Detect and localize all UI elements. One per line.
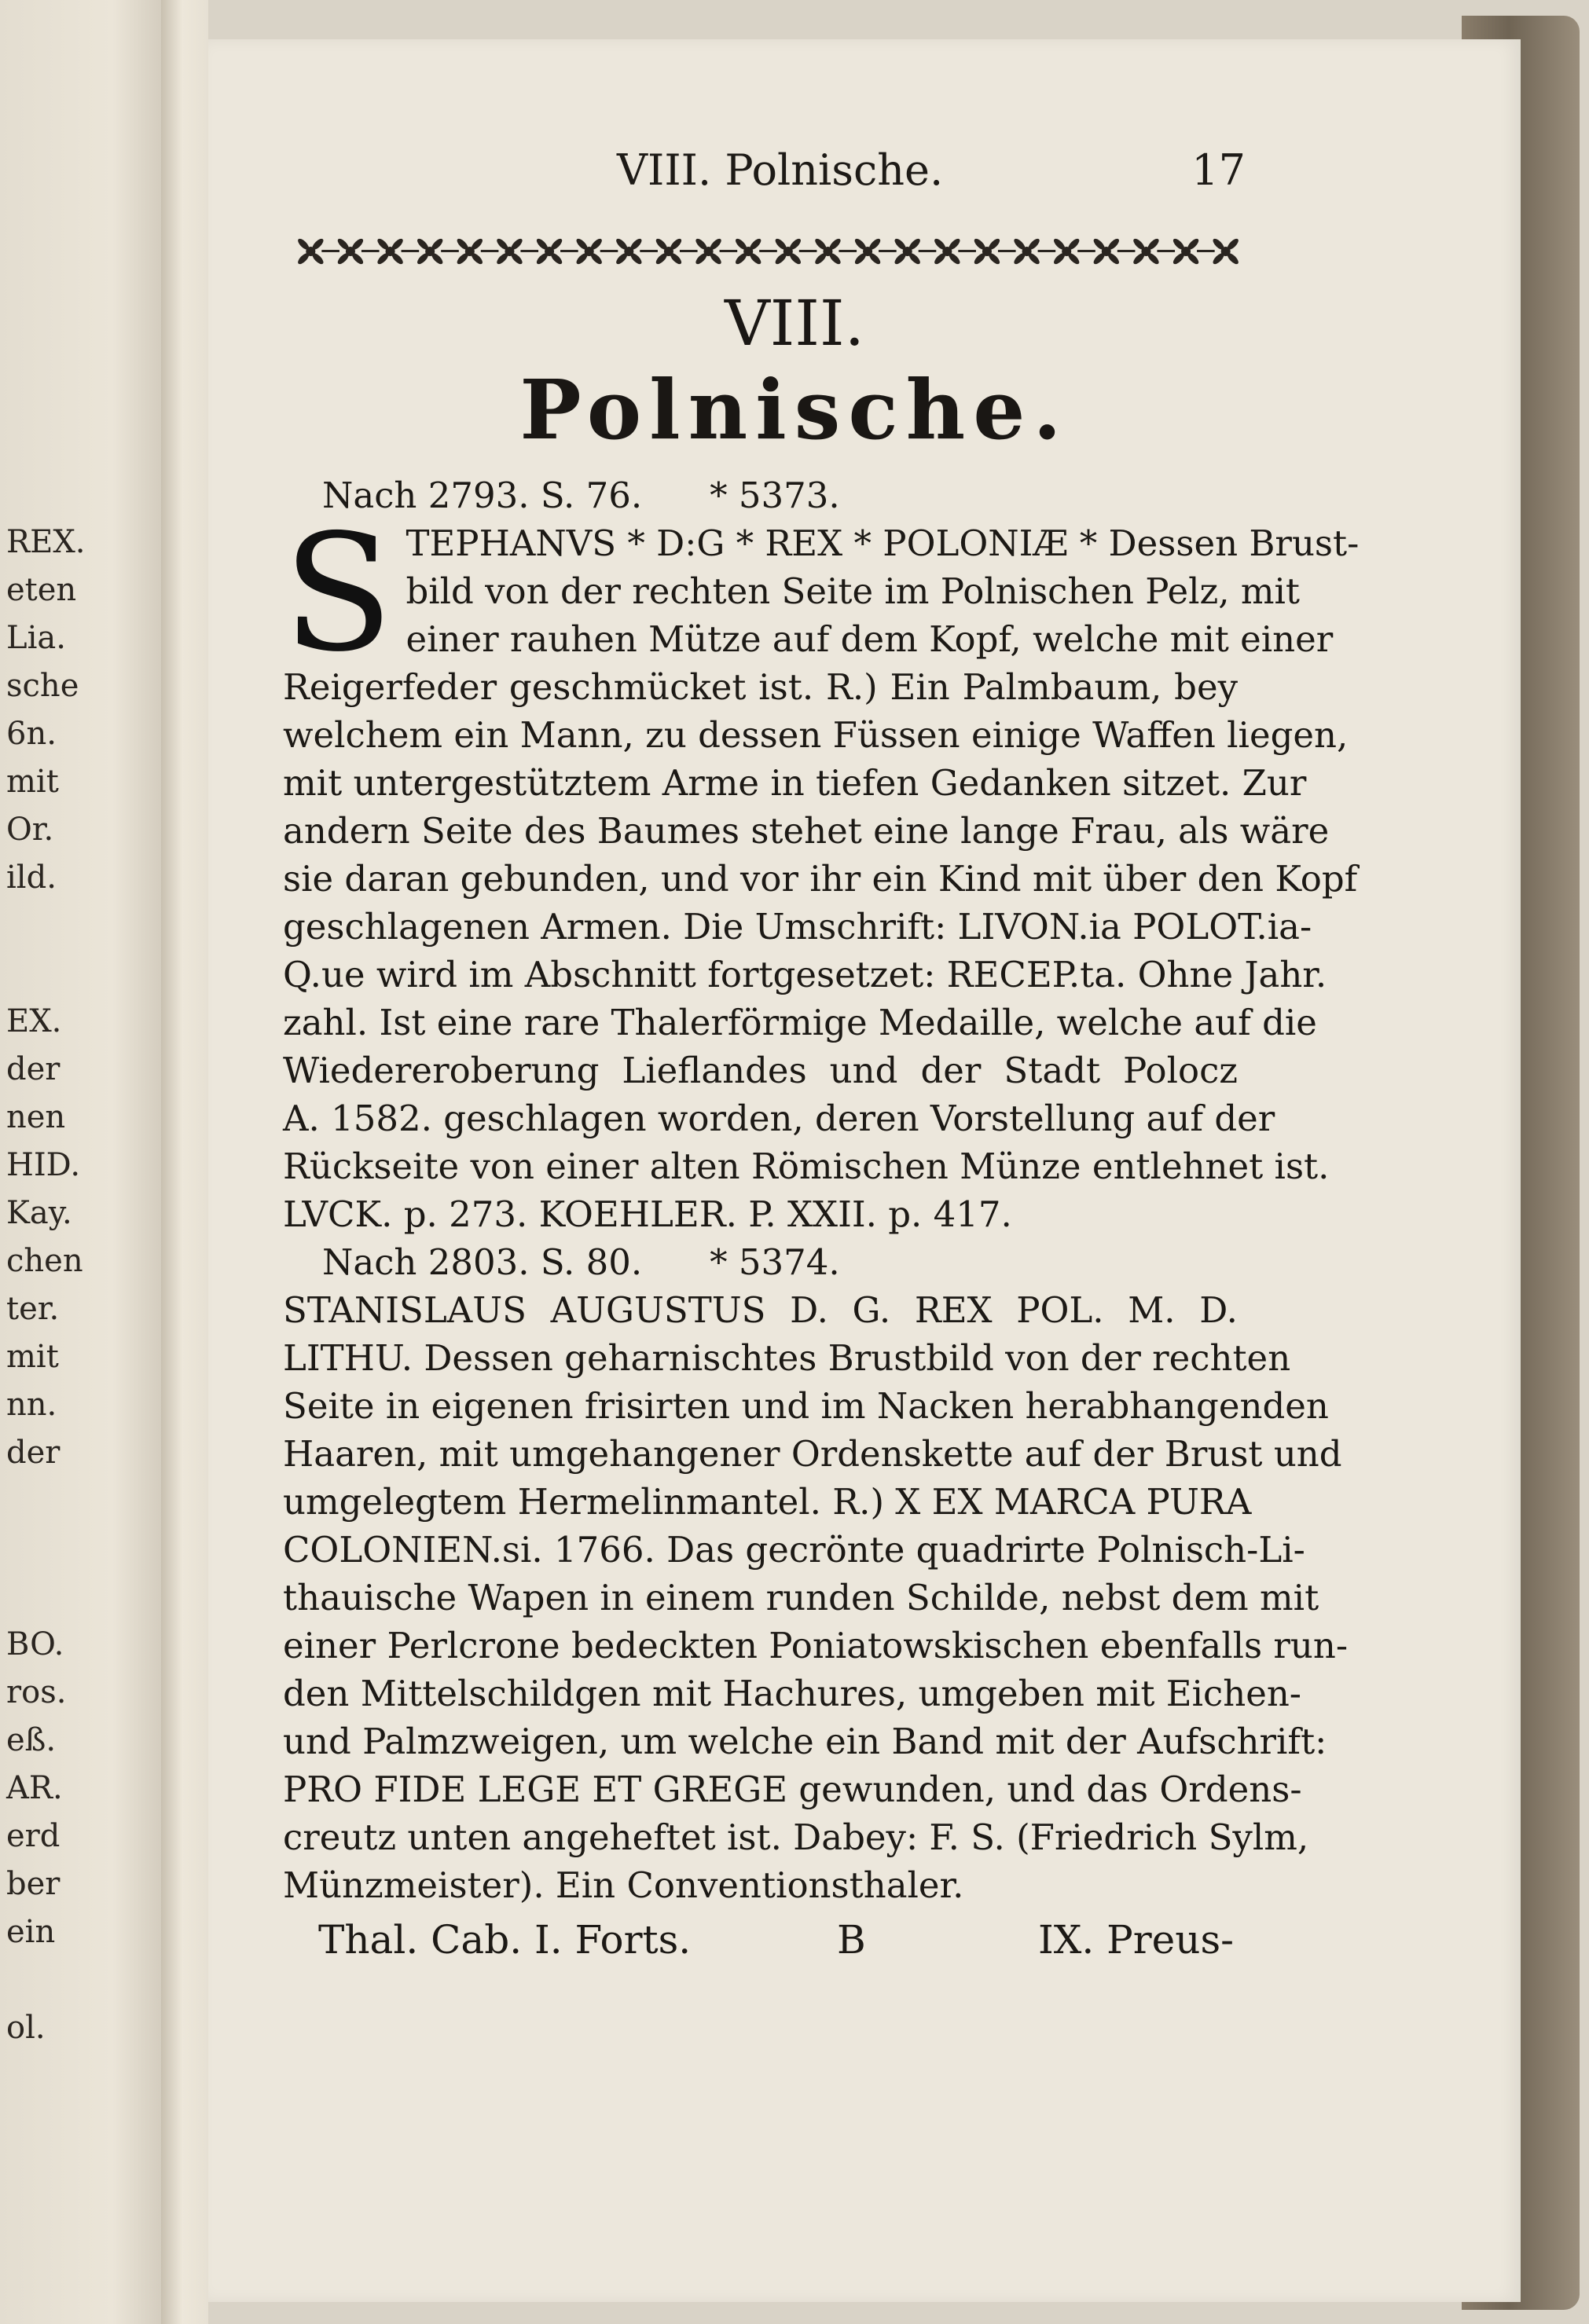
left-page-fragment: mit	[6, 1339, 59, 1375]
catchwords-line	[318, 1917, 1234, 1972]
left-page-fragment: ros.	[6, 1674, 67, 1710]
text-line: Q.ue wird im Abschnitt fortgesetzet: RECEP.ta. Ohne Jahr.	[283, 954, 1327, 995]
fleuron-ornament	[455, 237, 498, 266]
fleuron-ornament	[1092, 237, 1135, 266]
fleuron-ornament	[893, 237, 936, 266]
fleuron-ornament	[933, 237, 976, 266]
left-page-fragment: erd	[6, 1818, 61, 1854]
fleuron-ornament	[416, 237, 459, 266]
ornament-rule	[291, 228, 1246, 275]
left-page-fragment: nn.	[6, 1387, 57, 1423]
text-line: LVCK. p. 273. KOEHLER. P. XXII. p. 417.	[283, 1193, 1012, 1235]
left-page-fragment: sche	[6, 668, 79, 704]
text-line: bild von der rechten Seite im Polnischen Pelz, mit	[406, 570, 1301, 612]
left-page-fragment: ber	[6, 1866, 61, 1902]
fleuron-ornament	[1172, 237, 1215, 266]
text-line: Rückseite von einer alten Römischen Münze entlehnet ist.	[283, 1146, 1330, 1187]
text-line: den Mittelschildgen mit Hachures, umgeben mit Eichen-	[283, 1673, 1302, 1714]
text-line: creutz unten angeheftet ist. Dabey: F. S. (Friedrich Sylm,	[283, 1816, 1309, 1858]
text-line: TEPHANVS * D:G * REX * POLONIÆ * Dessen Brust-	[406, 522, 1360, 564]
page-number: 17	[1191, 145, 1246, 195]
text-line: Wiedereroberung Lieflandes und der Stadt Polocz	[283, 1050, 1238, 1091]
entry-reference	[283, 471, 1238, 519]
entry-ref-number: * 5373.	[710, 475, 840, 516]
left-page-fragment: BO.	[6, 1626, 64, 1662]
text-line: PRO FIDE LEGE ET GREGE gewunden, und das Ordens-	[283, 1769, 1302, 1810]
left-page-fragment: Or.	[6, 812, 54, 848]
signature-mark: B	[837, 1917, 866, 1963]
section-title: Polnische.	[519, 361, 1070, 458]
left-page-fragment: AR.	[6, 1770, 63, 1806]
left-page-fragment: chen	[6, 1243, 83, 1279]
entry-text	[283, 500, 1360, 1238]
text-line: Seite in eigenen frisirten und im Nacken herabhangenden	[283, 1385, 1329, 1427]
fleuron-ornament	[615, 237, 658, 266]
text-line: Münzmeister). Ein Conventionsthaler.	[283, 1864, 964, 1906]
text-line: einer rauhen Mütze auf dem Kopf, welche mit einer	[406, 618, 1334, 660]
fleuron-ornament	[655, 237, 698, 266]
text-line: mit untergestütztem Arme in tiefen Gedanken sitzet. Zur	[283, 762, 1307, 804]
text-line: A. 1582. geschlagen worden, deren Vorstellung auf der	[283, 1098, 1275, 1139]
entry-ref-left: Nach 2803. S. 80.	[322, 1241, 643, 1283]
entry-ref-number: * 5374.	[710, 1241, 840, 1283]
text-line: Reigerfeder geschmücket ist. R.) Ein Palmbaum, bey	[283, 666, 1238, 708]
body-text	[283, 471, 1360, 1909]
text-line: STANISLAUS AUGUSTUS D. G. REX POL. M. D.	[283, 1289, 1238, 1331]
fleuron-ornament	[773, 237, 817, 266]
left-page-fragment: ein	[6, 1914, 56, 1950]
drop-cap: S	[283, 500, 394, 687]
text-line: Haaren, mit umgehangener Ordenskette auf der Brust und	[283, 1433, 1342, 1475]
text-line: umgelegtem Hermelinmantel. R.) X EX MARCA PURA	[283, 1481, 1252, 1523]
text-line: welchem ein Mann, zu dessen Füssen einige Waffen liegen,	[283, 714, 1349, 756]
fleuron-ornament	[973, 237, 1016, 266]
left-page-fragment: Lia.	[6, 620, 66, 656]
entry-ref-left: Nach 2793. S. 76.	[322, 475, 643, 516]
fleuron-ornament	[734, 237, 777, 266]
fleuron-ornament	[1132, 237, 1175, 266]
left-page-fragment: der	[6, 1051, 61, 1087]
left-page-fragment: mit	[6, 764, 59, 800]
text-line: thauische Wapen in einem runden Schilde, nebst dem mit	[283, 1577, 1319, 1618]
fleuron-ornament	[853, 237, 897, 266]
left-page-fragment: ol.	[6, 2010, 46, 2046]
running-title: VIII. Polnische.	[617, 145, 944, 195]
fleuron-ornament	[1052, 237, 1095, 266]
left-page-fragment: HID.	[6, 1147, 81, 1183]
fleuron-ornament	[535, 237, 578, 266]
text-line: und Palmzweigen, um welche ein Band mit der Aufschrift:	[283, 1721, 1327, 1762]
left-page-fragment: eß.	[6, 1722, 57, 1758]
left-page-fragment: eten	[6, 572, 77, 608]
left-page-fragment: ter.	[6, 1291, 60, 1327]
fleuron-ornament	[495, 237, 538, 266]
fleuron-ornament	[376, 237, 419, 266]
left-page-fragment: 6n.	[6, 716, 57, 752]
fleuron-ornament	[336, 237, 380, 266]
left-page-fragment: nen	[6, 1099, 66, 1135]
text-line: geschlagenen Armen. Die Umschrift: LIVON.ia POLOT.ia-	[283, 906, 1312, 948]
left-page-fragment: der	[6, 1435, 61, 1471]
text-line: sie daran gebunden, und vor ihr ein Kind mit über den Kopf	[283, 858, 1358, 900]
left-page-fragment: EX.	[6, 1003, 62, 1039]
left-page-fragment: ild.	[6, 860, 57, 896]
fleuron-ornament	[574, 237, 618, 266]
text-line: einer Perlcrone bedeckten Poniatowskischen ebenfalls run-	[283, 1625, 1349, 1666]
entry-reference	[283, 1238, 1238, 1286]
fleuron-ornament	[694, 237, 737, 266]
left-page-fragment: Kay.	[6, 1195, 72, 1231]
text-line: LITHU. Dessen geharnischtes Brustbild von der rechten	[283, 1337, 1291, 1379]
running-header	[295, 145, 1246, 200]
catchword-next-page: IX. Preus-	[1037, 1917, 1234, 1963]
section-number: VIII.	[724, 287, 864, 360]
fleuron-ornament	[296, 237, 339, 266]
text-line: andern Seite des Baumes stehet eine lange Frau, als wäre	[283, 810, 1330, 852]
fleuron-ornament	[813, 237, 857, 266]
text-line: COLONIEN.si. 1766. Das gecrönte quadrirte Polnisch-Li-	[283, 1529, 1305, 1571]
fleuron-ornament	[1211, 237, 1240, 266]
left-page-fragment: REX.	[6, 524, 86, 560]
text-line: zahl. Ist eine rare Thalerförmige Medaille, welche auf die	[283, 1002, 1317, 1043]
catchword-left: Thal. Cab. I. Forts.	[318, 1917, 692, 1963]
fleuron-ornament	[1012, 237, 1055, 266]
entry-text	[283, 1286, 1349, 1909]
